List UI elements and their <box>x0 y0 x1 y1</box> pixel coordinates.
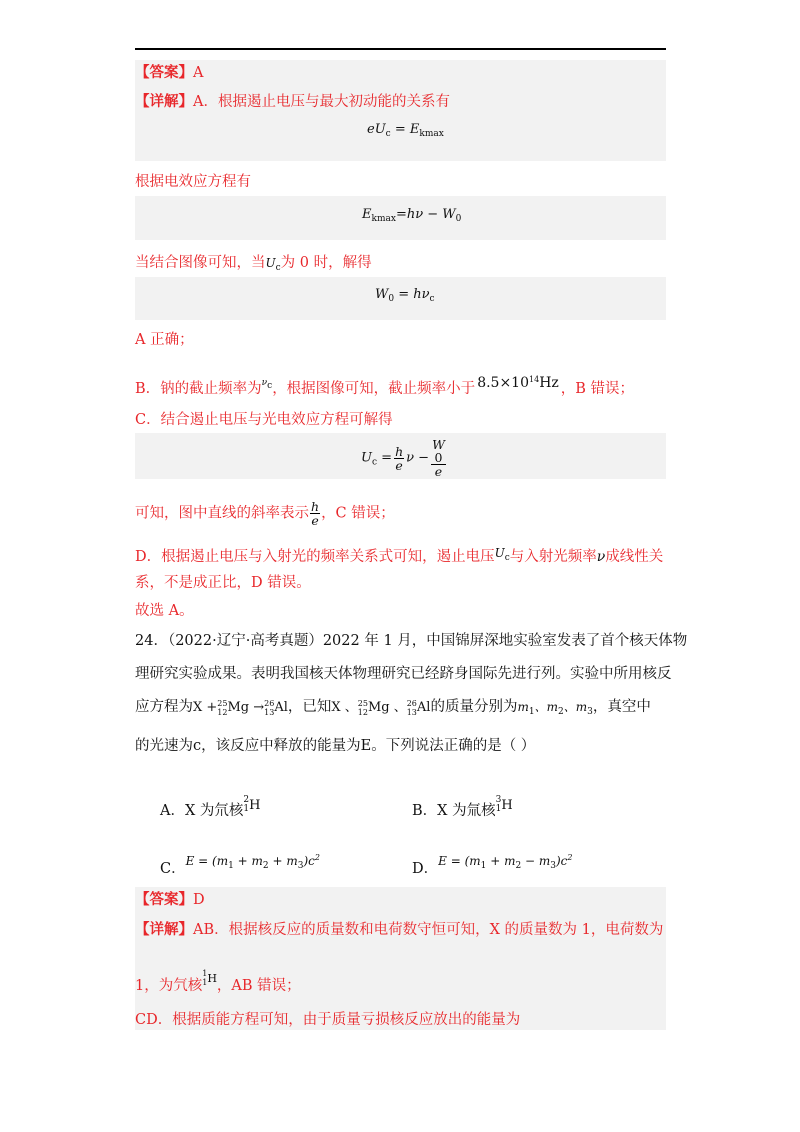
reaction-equation: X +25 12Mg →26 13Al <box>193 698 288 717</box>
line-7: 可知，图中直线的斜率表示 $\frac{h}{e}$ ，C 错误； <box>135 499 395 528</box>
detail-24-line-2: 1，为氕核1 1H，AB 错误； <box>135 969 301 994</box>
detail-24-line-3: CD．根据质能方程可知，由于质量亏损核反应放出的能量为 <box>135 1012 521 1028</box>
answer-line: 【答案】A <box>135 64 204 81</box>
line-10: 故选 A。 <box>135 603 194 619</box>
option-c[interactable]: C．$^{E = (m_1 + m_2 + m_3)c^2}$ <box>160 853 320 877</box>
line-6: C．结合遏止电压与光电效应方程可解得 <box>135 412 393 428</box>
option-d[interactable]: D．$^{E = (m_1 + m_2 - m_3)c^2}$ <box>412 853 573 877</box>
equation-3: $W_0 = h\nu_c$ <box>375 287 435 304</box>
question-24-line-2: 理研究实验成果。表明我国核天体物理研究已经跻身国际先进行列。实验中所用核反 <box>135 666 672 682</box>
line-3: 当结合图像可知，当$U_c$为 0 时，解得 <box>135 255 372 273</box>
line-4: A 正确； <box>135 332 194 348</box>
option-b[interactable]: B．X 为氚核3 1H <box>412 795 513 819</box>
line-2: 根据电效应方程有 <box>135 174 251 190</box>
question-24-line-4: 的光速为c，该反应中释放的能量为E。下列说法正确的是（ ） <box>135 738 536 754</box>
equation-2: $E_{kmax}=h\nu - W_0$ <box>362 207 462 224</box>
option-a[interactable]: A．X 为氘核2 1H <box>160 795 261 819</box>
answer-24-line: 【答案】D <box>135 891 205 908</box>
question-24-line-3: 应方程为X +25 12Mg →26 13Al，已知X 、25 12Mg 、26 13Al的质量分别为$m_1$、$m_2$、$m_3$，真空中 <box>135 698 651 717</box>
line-9: 系，不是成正比，D 错误。 <box>135 575 311 591</box>
line-8: D．根据遏止电压与入射光的频率关系式可知，遏止电压$^{U_c}$与入射光频率ν成线性关 <box>135 546 664 565</box>
answer-24-value: D <box>193 892 205 908</box>
line-5: B．钠的截止频率为$^{\nu c}$，根据图像可知，截止频率小于 $8.5\times 10^{14}Hz$ ，B 错误； <box>135 375 635 397</box>
question-24-line-1: 24．（2022·辽宁·高考真题）2022 年 1 月，中国锦屏深地实验室发表了首个核天体物 <box>135 633 688 649</box>
detail-line-a: 【详解】A．根据遏止电压与最大初动能的关系有 <box>135 93 450 110</box>
equation-1: $eU_c = E_{kmax}$ <box>367 122 444 139</box>
detail-24-line-1: 【详解】AB．根据核反应的质量数和电荷数守恒可知，X 的质量数为 1，电荷数为 <box>135 921 664 938</box>
header-rule <box>135 48 666 50</box>
equation-4: $U_c$ = $\frac{h}{e}$ ν − W 0 e <box>361 437 445 479</box>
answer-box-24 <box>135 887 666 1030</box>
answer-value: A <box>193 65 204 81</box>
